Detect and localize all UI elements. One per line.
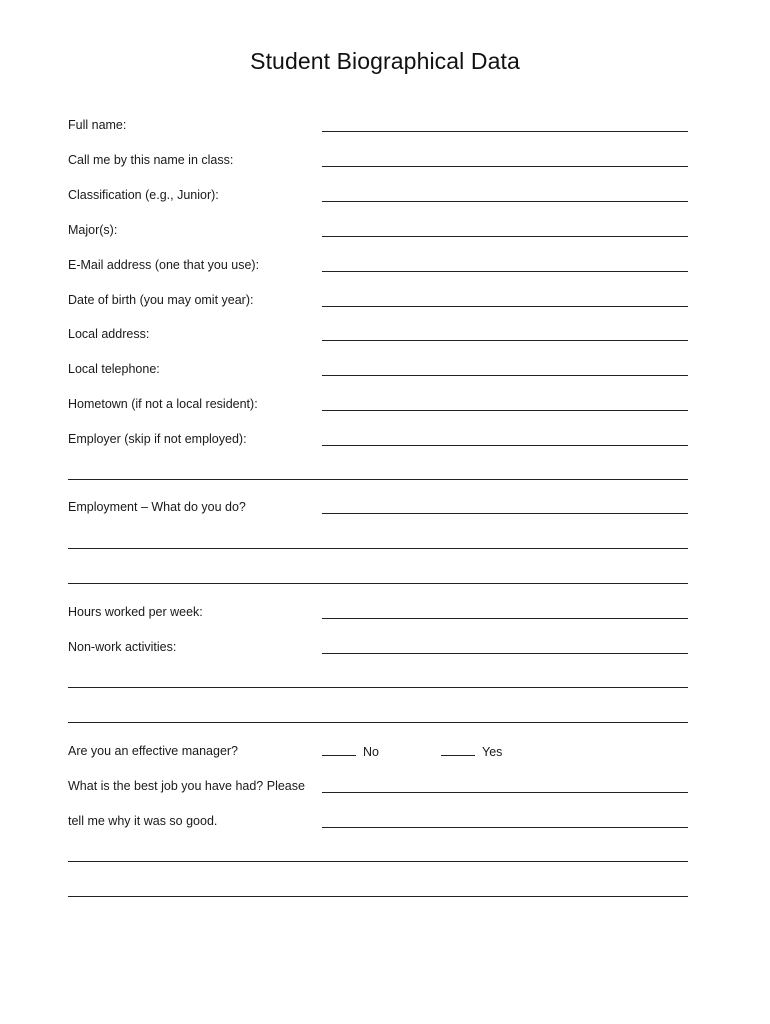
nonwork-label: Non-work activities: (68, 640, 177, 654)
best-job-label-line-2: tell me why it was so good. (68, 814, 218, 828)
field-row-nonwork (68, 639, 688, 659)
call-me-label: Call me by this name in class: (68, 153, 234, 167)
email-label: E-Mail address (one that you use): (68, 258, 260, 272)
majors-answer-line[interactable] (322, 236, 688, 237)
employment-answer-line[interactable] (322, 513, 688, 514)
classification-answer-line[interactable] (322, 201, 688, 202)
hours-answer-line[interactable] (322, 618, 688, 619)
field-row-email (68, 257, 688, 277)
employment-continuation-line-2[interactable] (68, 583, 688, 584)
hours-label: Hours worked per week: (68, 605, 203, 619)
field-row-best-job-2 (68, 813, 688, 833)
local-telephone-answer-line[interactable] (322, 375, 688, 376)
field-row-dob (68, 292, 688, 312)
field-row-employer (68, 431, 688, 451)
manager-no-option[interactable] (322, 743, 379, 760)
field-row-call-me (68, 152, 688, 172)
dob-label: Date of birth (you may omit year): (68, 293, 254, 307)
field-row-full-name (68, 117, 688, 137)
manager-yes-option[interactable] (441, 743, 502, 760)
manager-question-label: Are you an effective manager? (68, 744, 239, 758)
employment-label: Employment – What do you do? (68, 500, 246, 514)
nonwork-answer-line[interactable] (322, 653, 688, 654)
local-address-answer-line[interactable] (322, 340, 688, 341)
majors-label: Major(s): (68, 223, 118, 237)
field-row-hours (68, 604, 688, 624)
hometown-label: Hometown (if not a local resident): (68, 397, 258, 411)
best-job-label-line-1: What is the best job you have had? Please (68, 779, 305, 793)
local-telephone-label: Local telephone: (68, 362, 160, 376)
field-row-majors (68, 222, 688, 242)
field-row-best-job-1 (68, 778, 688, 798)
field-row-local-address (68, 326, 688, 346)
manager-no-label: No (363, 745, 379, 759)
hometown-answer-line[interactable] (322, 410, 688, 411)
best-job-answer-line-1[interactable] (322, 792, 688, 793)
manager-no-blank[interactable] (322, 743, 356, 756)
best-job-continuation-line-2[interactable] (68, 896, 688, 897)
full-name-label: Full name: (68, 118, 127, 132)
manager-yes-label: Yes (482, 745, 503, 759)
nonwork-continuation-line-1[interactable] (68, 687, 688, 688)
page-title: Student Biographical Data (250, 48, 520, 74)
best-job-continuation-line-1[interactable] (68, 861, 688, 862)
classification-label: Classification (e.g., Junior): (68, 188, 219, 202)
manager-yes-blank[interactable] (441, 743, 475, 756)
email-answer-line[interactable] (322, 271, 688, 272)
local-address-label: Local address: (68, 327, 150, 341)
best-job-answer-line-2[interactable] (322, 827, 688, 828)
dob-answer-line[interactable] (322, 306, 688, 307)
employer-label: Employer (skip if not employed): (68, 432, 247, 446)
call-me-answer-line[interactable] (322, 166, 688, 167)
field-row-employment (68, 499, 688, 519)
employer-continuation-line[interactable] (68, 479, 688, 480)
field-row-classification (68, 187, 688, 207)
field-row-hometown (68, 396, 688, 416)
field-row-local-telephone (68, 361, 688, 381)
full-name-answer-line[interactable] (322, 131, 688, 132)
field-row-manager (68, 743, 688, 763)
nonwork-continuation-line-2[interactable] (68, 722, 688, 723)
employment-continuation-line-1[interactable] (68, 548, 688, 549)
employer-answer-line[interactable] (322, 445, 688, 446)
